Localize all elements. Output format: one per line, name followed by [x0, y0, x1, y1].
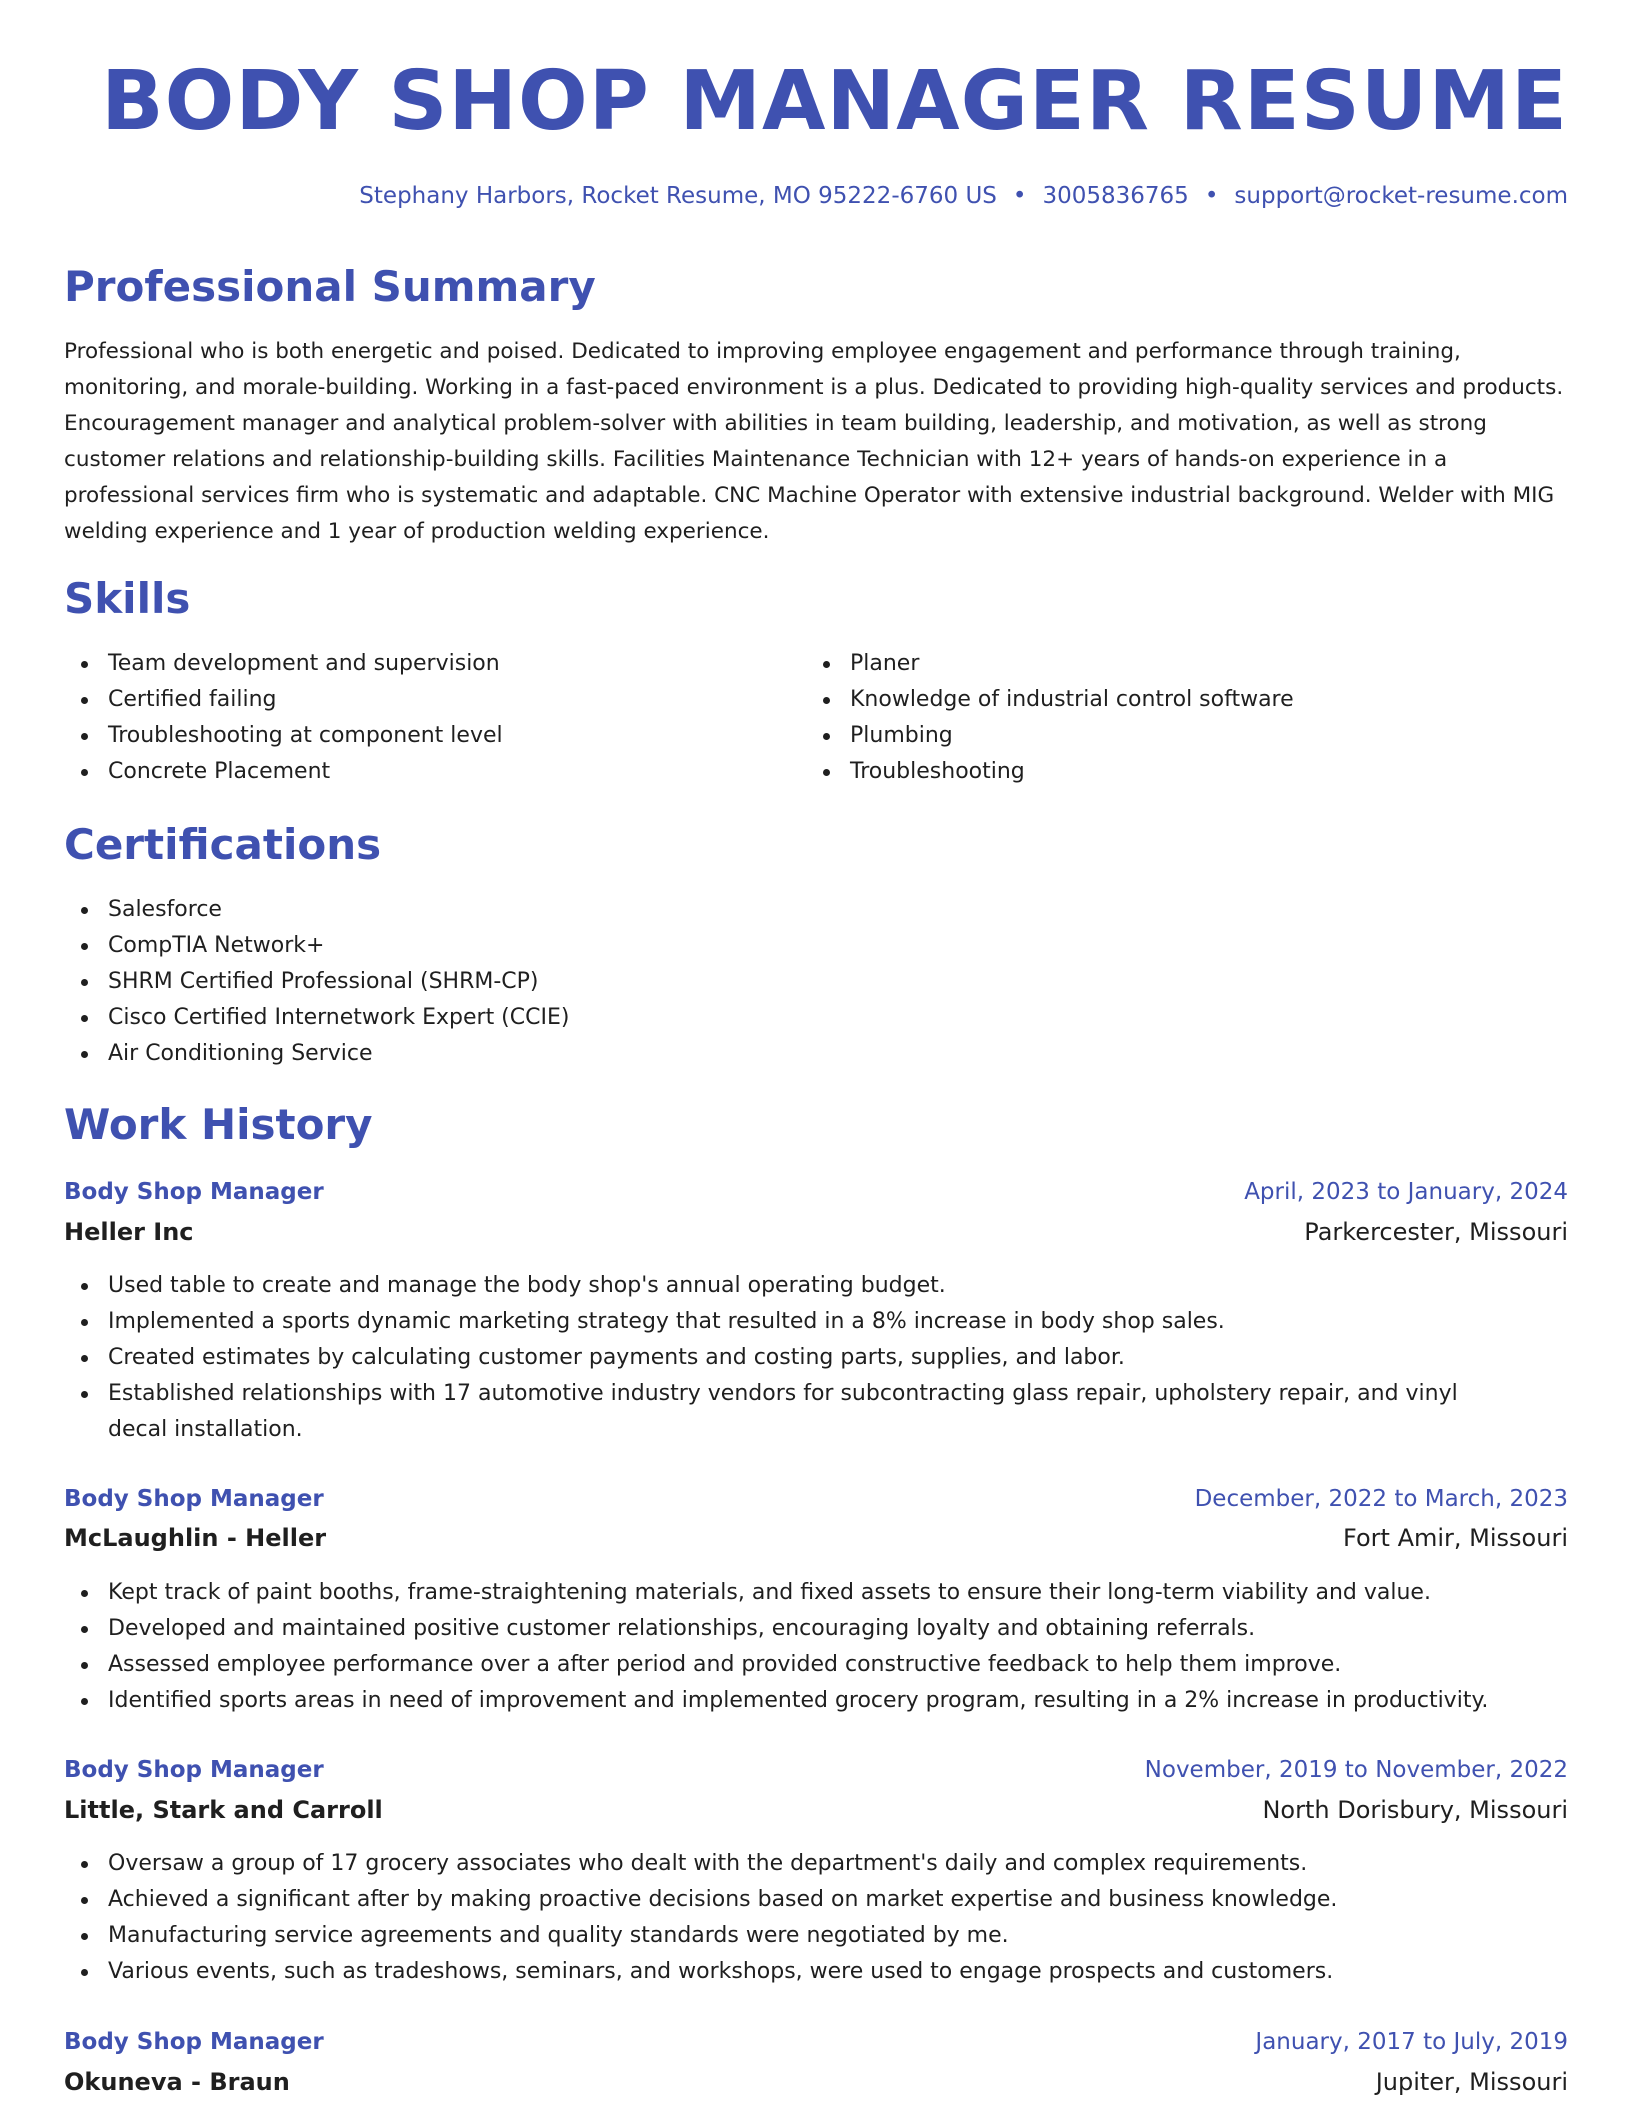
summary-heading: Professional Summary [64, 262, 596, 311]
job-company: Okuneva - Braun [64, 2068, 290, 2096]
skills-list-left [64, 646, 503, 790]
certification-item: Cisco Certified Internetwork Expert (CCIE) [64, 1000, 569, 1036]
contact-separator: • [1204, 183, 1219, 209]
job-bullets [64, 1575, 1568, 1719]
job-bullet: Manufacturing service agreements and quality standards were negotiated by me. [64, 1918, 1568, 1954]
job-dates: April, 2023 to January, 2024 [1244, 1179, 1568, 1205]
skill-item: Knowledge of industrial control software [806, 682, 1294, 718]
job-location: North Dorisbury, Missouri [1262, 1796, 1568, 1824]
job-bullet: Kept track of paint booths, frame-straightening materials, and fixed assets to ensure their long-term viability and value. [64, 1575, 1568, 1611]
skill-item: Plumbing [806, 718, 1294, 754]
job-role: Body Shop Manager [64, 2029, 324, 2055]
skills-heading: Skills [64, 574, 191, 623]
job-dates: November, 2019 to November, 2022 [1144, 1757, 1568, 1783]
certification-item: CompTIA Network+ [64, 928, 569, 964]
skills-list-right [806, 646, 1294, 790]
skill-item: Planer [806, 646, 1294, 682]
job-bullet: Used table to create and manage the body shop's annual operating budget. [64, 1268, 1568, 1304]
job-role: Body Shop Manager [64, 1757, 324, 1783]
certification-item: SHRM Certified Professional (SHRM-CP) [64, 964, 569, 1000]
contact-address: Stephany Harbors, Rocket Resume, MO 95222-6760 US [359, 183, 997, 209]
job-bullet: Assessed employee performance over a after period and provided constructive feedback to help them improve. [64, 1647, 1568, 1683]
contact-line [359, 180, 1568, 212]
work-history-heading: Work History [64, 1100, 373, 1149]
job-bullet: Created estimates by calculating customer payments and costing parts, supplies, and labor. [64, 1340, 1568, 1376]
job-bullet: Oversaw a group of 17 grocery associates who dealt with the department's daily and complex requirements. [64, 1846, 1568, 1882]
job-location: Fort Amir, Missouri [1343, 1524, 1568, 1552]
job-bullets [64, 1846, 1568, 1990]
skill-item: Certified failing [64, 682, 503, 718]
job-location: Jupiter, Missouri [1375, 2068, 1568, 2096]
skill-item: Troubleshooting [806, 754, 1294, 790]
job-bullet: Developed and maintained positive customer relationships, encouraging loyalty and obtaining referrals. [64, 1611, 1568, 1647]
job-bullet: Established relationships with 17 automotive industry vendors for subcontracting glass repair, upholstery repair, and vinyl decal installation. [64, 1376, 1494, 1448]
contact-email: support@rocket-resume.com [1234, 183, 1568, 209]
summary-text: Professional who is both energetic and poised. Dedicated to improving employee engagement and performance through training, monitoring, and morale-building. Working in a fast-paced environment is a plus. Dedicated to providing high-quality services and products. Encouragement manager and analytical problem-solver with abilities in team building, leadership, and motivation, as well as strong customer relations and relationship-building skills. Facilities Maintenance Technician with 12+ years of hands-on experience in a professional services firm who is systematic and adaptable. CNC Machine Operator with extensive industrial background. Welder with MIG welding experience and 1 year of production welding experience. [64, 339, 1564, 544]
certifications-heading: Certifications [64, 820, 382, 869]
job-company: Heller Inc [64, 1218, 194, 1246]
skill-item: Team development and supervision [64, 646, 503, 682]
job-role: Body Shop Manager [64, 1486, 324, 1512]
job-company: McLaughlin - Heller [64, 1524, 327, 1552]
contact-separator: • [1012, 183, 1027, 209]
resume-title: BODY SHOP MANAGER RESUME [101, 54, 1568, 149]
job-location: Parkercester, Missouri [1304, 1218, 1568, 1246]
job-role: Body Shop Manager [64, 1179, 324, 1205]
job-bullet: Achieved a significant after by making proactive decisions based on market expertise and business knowledge. [64, 1882, 1568, 1918]
certification-item: Air Conditioning Service [64, 1036, 569, 1072]
job-bullet: Various events, such as tradeshows, seminars, and workshops, were used to engage prospects and customers. [64, 1954, 1568, 1990]
job-bullet: Identified sports areas in need of improvement and implemented grocery program, resulting in a 2% increase in productivity. [64, 1683, 1568, 1719]
skill-item: Troubleshooting at component level [64, 718, 503, 754]
certifications-list [64, 892, 569, 1072]
contact-phone: 3005836765 [1042, 183, 1189, 209]
job-bullet: Implemented a sports dynamic marketing strategy that resulted in a 8% increase in body shop sales. [64, 1304, 1568, 1340]
job-company: Little, Stark and Carroll [64, 1796, 383, 1824]
certification-item: Salesforce [64, 892, 569, 928]
job-dates: December, 2022 to March, 2023 [1194, 1486, 1568, 1512]
skill-item: Concrete Placement [64, 754, 503, 790]
job-dates: January, 2017 to July, 2019 [1255, 2029, 1568, 2055]
job-bullets [64, 1268, 1568, 1448]
